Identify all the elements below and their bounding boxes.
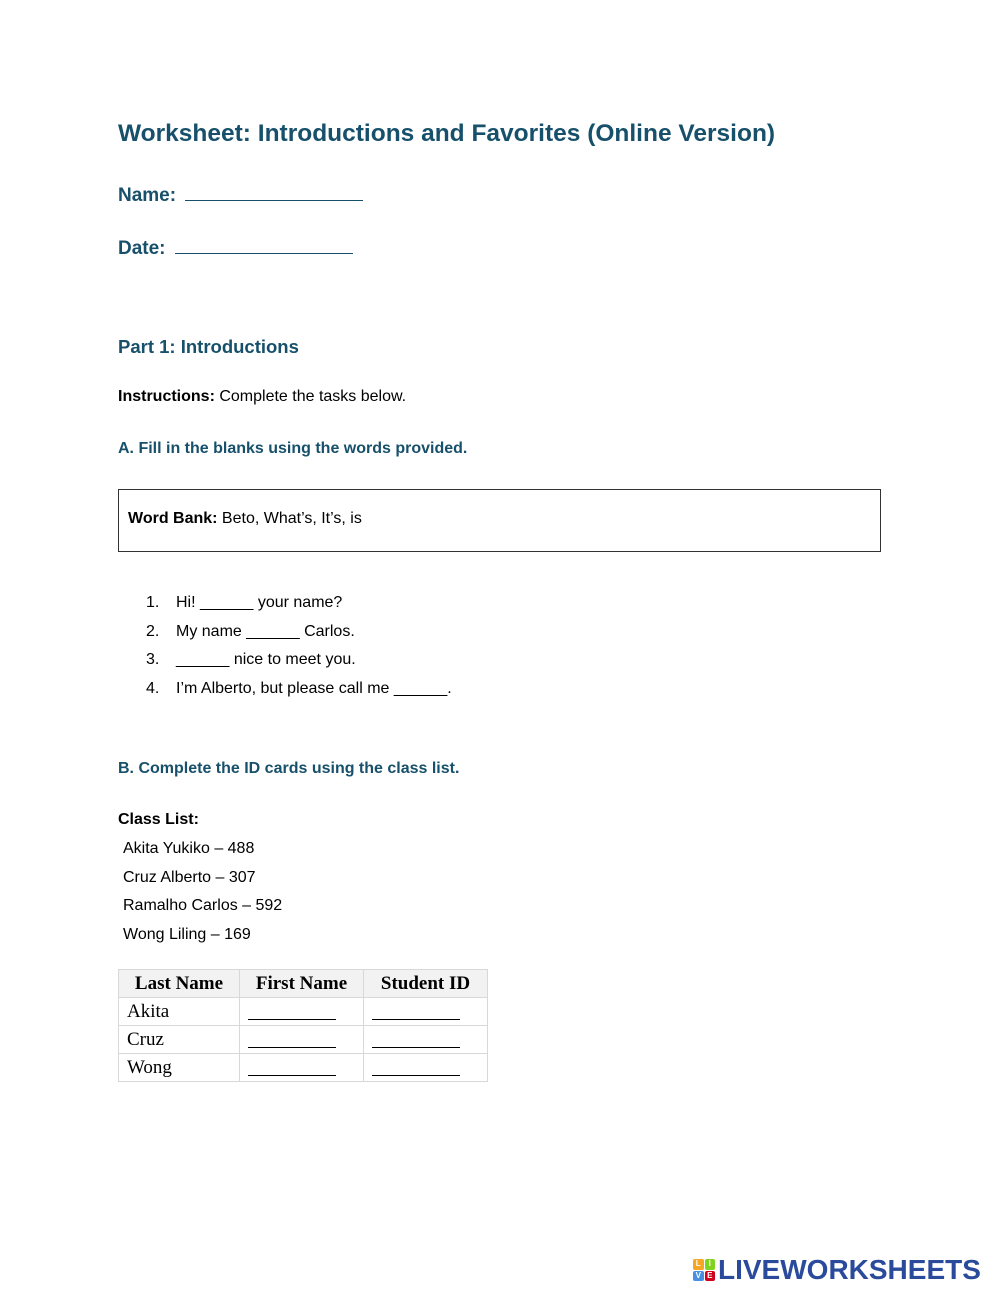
instructions-text: Complete the tasks below.	[214, 388, 407, 405]
sentence-text[interactable]: ______ nice to meet you.	[176, 651, 356, 669]
list-number: 4.	[146, 679, 160, 697]
first-name-blank[interactable]	[240, 1026, 364, 1054]
header-last-name: Last Name	[119, 970, 240, 998]
class-list-item: Cruz Alberto – 307	[123, 868, 256, 886]
first-name-blank[interactable]	[240, 998, 364, 1026]
section-b-title: B. Complete the ID cards using the class list.	[118, 760, 460, 777]
name-label: Name:	[118, 185, 177, 206]
page-title: Worksheet: Introductions and Favorites (Online Version)	[118, 120, 776, 147]
sentence-text[interactable]: I’m Alberto, but please call me ______.	[176, 679, 452, 697]
logo-mark-tile: V	[693, 1271, 704, 1282]
class-list-item: Akita Yukiko – 488	[123, 840, 255, 857]
word-bank-text: Beto, What’s, It’s, is	[217, 510, 362, 527]
instructions-label: Instructions:	[118, 388, 215, 405]
word-bank-box	[118, 489, 881, 552]
list-item	[146, 594, 452, 623]
sentence-text[interactable]: Hi! ______ your name?	[176, 594, 343, 611]
sentence-list	[146, 594, 452, 708]
word-bank-label: Word Bank:	[128, 510, 218, 527]
list-number: 1.	[146, 594, 160, 611]
table-row	[119, 998, 488, 1026]
last-name-cell: Wong	[119, 1054, 240, 1082]
header-first-name: First Name	[240, 970, 364, 998]
section-a-title: A. Fill in the blanks using the words provided.	[118, 440, 468, 457]
table-row	[119, 1054, 488, 1082]
sentence-text[interactable]: My name ______ Carlos.	[176, 622, 355, 640]
list-number: 3.	[146, 651, 160, 669]
class-list-label: Class List:	[118, 811, 199, 828]
student-id-blank[interactable]	[364, 1054, 488, 1082]
first-name-blank[interactable]	[240, 1054, 364, 1082]
class-list-item: Ramalho Carlos – 592	[123, 897, 283, 915]
last-name-cell: Akita	[119, 998, 240, 1026]
word-bank	[128, 510, 362, 528]
instructions	[118, 388, 406, 406]
table-row	[119, 1026, 488, 1054]
logo-mark-tile: E	[705, 1271, 716, 1282]
student-id-blank[interactable]	[364, 1026, 488, 1054]
list-item	[146, 680, 452, 709]
student-id-blank[interactable]	[364, 998, 488, 1026]
liveworksheets-logo	[693, 1254, 981, 1286]
logo-mark-tile: L	[693, 1259, 704, 1270]
list-item	[146, 623, 452, 652]
list-item	[146, 651, 452, 680]
logo-mark-icon	[693, 1259, 715, 1281]
class-list-item: Wong Liling – 169	[123, 925, 251, 943]
name-blank[interactable]	[185, 182, 363, 201]
logo-text: LIVEWORKSHEETS	[718, 1254, 981, 1285]
date-field	[118, 235, 353, 260]
class-list	[123, 840, 282, 954]
list-number: 2.	[146, 622, 160, 640]
last-name-cell: Cruz	[119, 1026, 240, 1054]
header-student-id: Student ID	[364, 970, 488, 998]
part1-title: Part 1: Introductions	[118, 336, 299, 357]
name-field	[118, 182, 363, 207]
table-header-row	[119, 970, 488, 998]
id-card-table	[118, 969, 488, 1082]
date-blank[interactable]	[175, 235, 353, 254]
logo-mark-tile: I	[705, 1259, 716, 1270]
date-label: Date:	[118, 238, 166, 259]
